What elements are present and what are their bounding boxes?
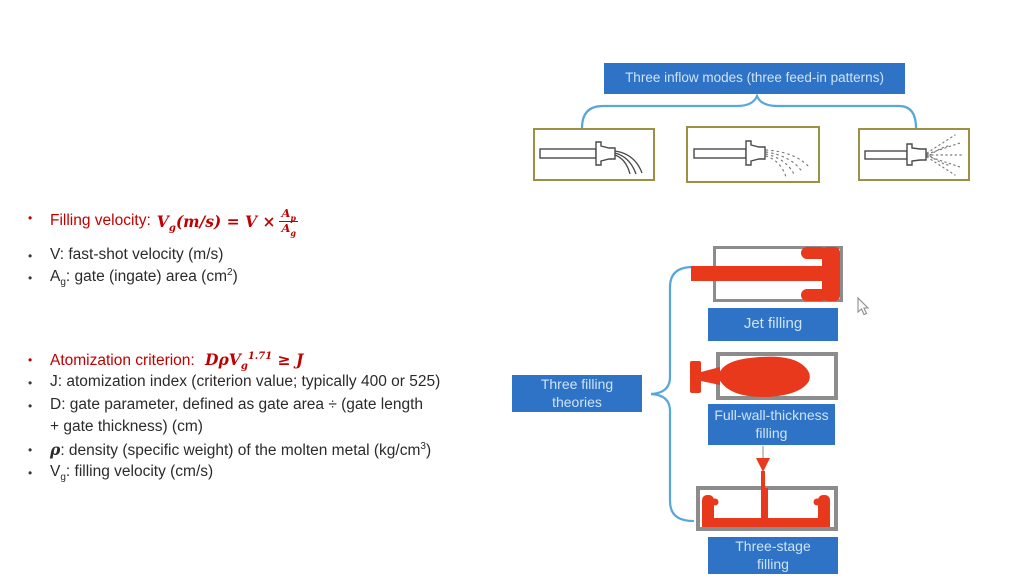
atomization-heading: Atomization criterion: [50, 352, 195, 369]
jet-filling-label [708, 308, 838, 341]
filling-velocity-def-text: $V_g$: filling velocity (cm/s) [50, 463, 214, 483]
density-row [28, 440, 431, 460]
bullet-icon: • [28, 249, 33, 263]
bullet-icon: • [28, 466, 33, 480]
fast-shot-velocity-text: V: fast-shot velocity (m/s) [50, 246, 224, 263]
three-stage-label [708, 537, 838, 574]
atomization-formula: DρV$_g^{1.71}$ ≥ J [205, 350, 304, 372]
bullet-icon: • [28, 271, 33, 285]
full-wall-label [708, 404, 835, 445]
partly-atomized-nozzle-icon [688, 128, 818, 181]
formula-fraction: $\frac{A_p}{A_g}$ [281, 206, 297, 238]
gate-area-row [28, 268, 238, 286]
three-filling-theories-text: Three filling theories [540, 376, 614, 410]
atomization-index-text: J: atomization index (criterion value; typically 400 or 525) [50, 373, 441, 390]
atomization-heading-row [28, 350, 303, 370]
gate-parameter-text-line1: D: gate parameter, defined as gate area ÷ (gate length [50, 396, 423, 413]
full-wall-label-text: Full-wall-thickness filling [714, 407, 829, 441]
gate-area-text: $A_g$: gate (ingate) area $(cm^2)$ [50, 267, 238, 288]
bullet-icon: • [28, 376, 33, 390]
bullet-icon: • [28, 399, 33, 413]
gate-parameter-text-line2: + gate thickness) (cm) [50, 418, 203, 435]
atomized-spray-nozzle-icon [860, 130, 968, 179]
bullet-icon: • [28, 353, 33, 367]
inflow-modes-title [604, 63, 905, 94]
full-wall-diagram [688, 350, 840, 404]
bullet-icon: • [28, 211, 33, 225]
fast-shot-velocity-row [28, 246, 223, 264]
filling-velocity-heading-row [28, 206, 298, 238]
jet-filling-diagram [691, 243, 847, 305]
density-text: ρ: density (specific weight) of the molten metal $(kg/cm^3)$ [50, 440, 432, 459]
gate-parameter-row [28, 396, 423, 414]
gate-parameter-row-2 [28, 418, 203, 436]
mouse-cursor-icon [855, 297, 871, 317]
three-stage-diagram [694, 468, 842, 532]
inflow-modes-title-text: Three inflow modes (three feed-in patterns) [625, 70, 884, 86]
atomization-index-row [28, 373, 440, 391]
jet-filling-label-text: Jet filling [743, 315, 803, 333]
filling-velocity-heading: Filling velocity: [50, 212, 151, 229]
three-stage-label-text: Three-stage filling [735, 538, 811, 572]
filling-velocity-def-row [28, 463, 213, 481]
solid-stream-nozzle-icon [535, 130, 653, 179]
filling-velocity-formula: $V_g(m/s) = V$ × [156, 211, 276, 234]
bullet-icon: • [28, 443, 33, 457]
three-filling-theories-box [512, 375, 642, 412]
